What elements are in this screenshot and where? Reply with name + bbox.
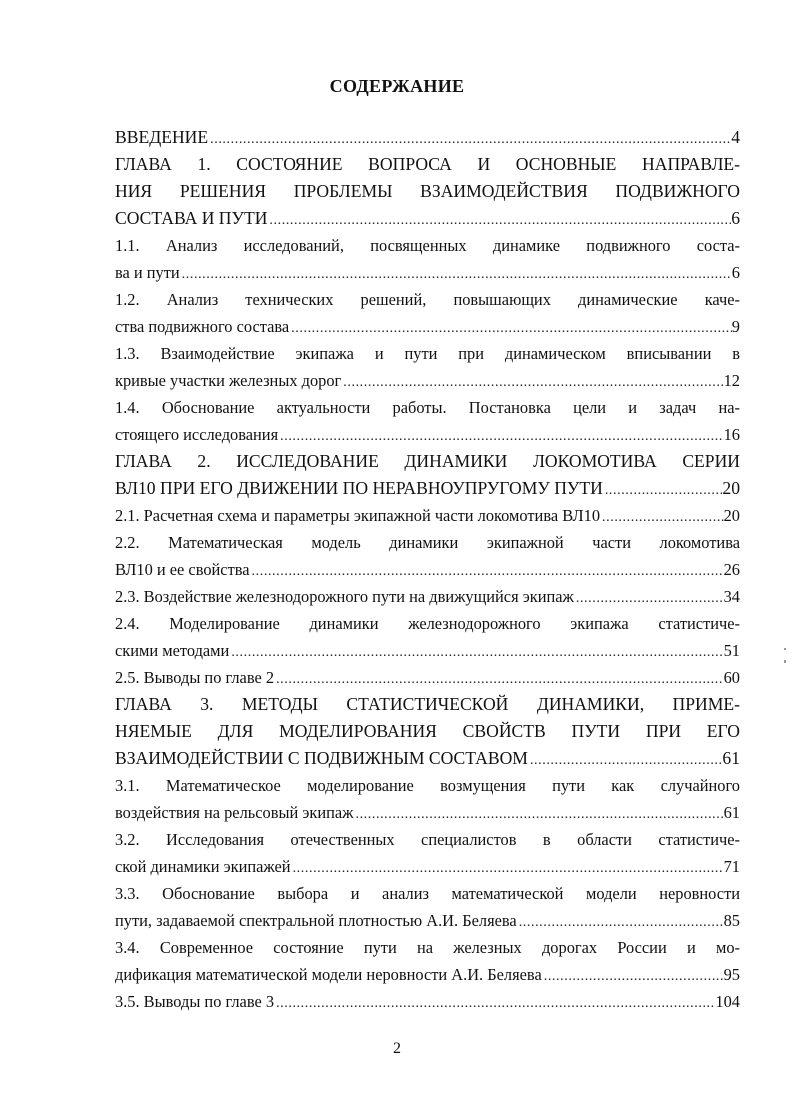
toc-section-entry	[115, 502, 740, 529]
dot-leader	[274, 664, 724, 693]
dot-leader	[229, 637, 723, 666]
toc-entry-leader-line	[115, 475, 740, 502]
toc-entry-line: 1.1. Анализ исследований, посвященных динамике подвижного соста-	[115, 236, 740, 255]
toc-entry-title: скими методами	[115, 641, 230, 660]
toc-entry-title: воздействия на рельсовый экипаж	[115, 803, 354, 822]
toc-heading: СОДЕРЖАНИЕ	[329, 76, 465, 96]
toc-entry-leader-line	[115, 799, 740, 826]
toc-entry-line: 1.3. Взаимодействие экипажа и пути при динамическом вписывании в	[115, 344, 740, 363]
toc-entry-page: 71	[723, 857, 740, 876]
toc-entry-leader-line	[115, 745, 740, 772]
toc-entry-page: 85	[723, 911, 740, 930]
toc-entry-leader-line	[115, 313, 740, 340]
toc-entry-line: ГЛАВА 3. МЕТОДЫ СТАТИСТИЧЕСКОЙ ДИНАМИКИ, ПРИМЕ-	[115, 694, 740, 714]
toc-entry-title: СОСТАВА И ПУТИ	[115, 208, 268, 228]
table-of-contents	[115, 124, 740, 1015]
toc-entry-page: 12	[723, 371, 740, 390]
toc-entry-leader-line	[115, 124, 740, 151]
toc-entry-page: 61	[722, 748, 740, 768]
toc-entry-line: 3.3. Обоснование выбора и анализ математической модели неровности	[115, 884, 740, 903]
toc-entry-title: кривые участки железных дорог	[115, 371, 342, 390]
toc-entry-page: 61	[723, 803, 740, 822]
toc-entry-line: 3.4. Современное состояние пути на железных дорогах России и мо-	[115, 938, 740, 957]
dot-leader	[274, 988, 715, 1017]
toc-entry-leader-line	[115, 205, 740, 232]
toc-entry-leader-line	[115, 502, 740, 529]
toc-entry-page: 104	[715, 992, 740, 1011]
toc-entry-title: 2.1. Расчетная схема и параметры экипажной части локомотива ВЛ10	[115, 506, 601, 525]
dot-leader	[600, 502, 724, 531]
toc-entry-title: стоящего исследования	[115, 425, 279, 444]
dot-leader	[291, 853, 724, 882]
toc-section-entry	[115, 664, 740, 691]
page-number: 2	[393, 1040, 401, 1057]
toc-entry-page: 60	[723, 668, 740, 687]
toc-section-entry	[115, 232, 740, 286]
dot-leader	[278, 421, 723, 450]
toc-entry-line: НИЯ РЕШЕНИЯ ПРОБЛЕМЫ ВЗАИМОДЕЙСТВИЯ ПОДВИЖНОГО	[115, 181, 740, 201]
toc-entry-leader-line	[115, 907, 740, 934]
toc-entry-line: ГЛАВА 1. СОСТОЯНИЕ ВОПРОСА И ОСНОВНЫЕ НАПРАВЛЕ-	[115, 154, 740, 174]
toc-section-entry	[115, 286, 740, 340]
toc-chapter-entry	[115, 448, 740, 502]
toc-section-entry	[115, 610, 740, 664]
toc-entry-title: пути, задаваемой спектральной плотностью А.И. Беляева	[115, 911, 517, 930]
toc-entry-line: ГЛАВА 2. ИССЛЕДОВАНИЕ ДИНАМИКИ ЛОКОМОТИВА СЕРИИ	[115, 451, 740, 471]
toc-entry-page: 51	[723, 641, 740, 660]
toc-chapter-entry	[115, 124, 740, 151]
toc-entry-title: ВВЕДЕНИЕ	[115, 127, 209, 147]
toc-entry-title: ва и пути	[115, 263, 180, 282]
dot-leader	[267, 205, 731, 234]
toc-entry-line: НЯЕМЫЕ ДЛЯ МОДЕЛИРОВАНИЯ СВОЙСТВ ПУТИ ПРИ ЕГО	[115, 721, 740, 741]
toc-entry-title: ской динамики экипажей	[115, 857, 291, 876]
dot-leader	[574, 583, 724, 612]
toc-entry-line: 2.4. Моделирование динамики железнодорожного экипажа статистиче-	[115, 614, 740, 633]
toc-section-entry	[115, 394, 740, 448]
toc-section-entry	[115, 340, 740, 394]
toc-section-entry	[115, 934, 740, 988]
toc-entry-line: 1.4. Обоснование актуальности работы. Постановка цели и задач на-	[115, 398, 740, 417]
toc-entry-page: 95	[723, 965, 740, 984]
toc-entry-line: 2.2. Математическая модель динамики экипажной части локомотива	[115, 533, 740, 552]
toc-entry-leader-line	[115, 637, 740, 664]
toc-entry-leader-line	[115, 988, 740, 1015]
toc-entry-page: 4	[731, 127, 740, 147]
toc-entry-leader-line	[115, 664, 740, 691]
toc-entry-leader-line	[115, 259, 740, 286]
dot-leader	[603, 475, 723, 504]
dot-leader	[542, 961, 724, 990]
toc-entry-page: 20	[723, 506, 740, 525]
toc-entry-page: 34	[723, 587, 740, 606]
dot-leader	[250, 556, 724, 585]
toc-section-entry	[115, 988, 740, 1015]
scan-speck	[784, 660, 786, 663]
dot-leader	[180, 259, 732, 288]
toc-entry-page: 6	[731, 208, 740, 228]
toc-section-entry	[115, 826, 740, 880]
toc-entry-leader-line	[115, 421, 740, 448]
dot-leader	[517, 907, 724, 936]
dot-leader	[289, 313, 732, 342]
toc-entry-leader-line	[115, 556, 740, 583]
dot-leader	[353, 799, 723, 828]
toc-entry-title: дификация математической модели неровности А.И. Беляева	[115, 965, 542, 984]
scan-speck	[784, 648, 786, 650]
toc-entry-title: ВЛ10 и ее свойства	[115, 560, 250, 579]
toc-chapter-entry	[115, 151, 740, 232]
toc-chapter-entry	[115, 691, 740, 772]
toc-entry-page: 6	[731, 263, 740, 282]
toc-entry-page: 20	[722, 478, 740, 498]
toc-entry-line: 3.1. Математическое моделирование возмущения пути как случайного	[115, 776, 740, 795]
toc-entry-page: 26	[723, 560, 740, 579]
toc-entry-title: 2.5. Выводы по главе 2	[115, 668, 275, 687]
dot-leader	[341, 367, 723, 396]
dot-leader	[208, 124, 731, 153]
toc-entry-leader-line	[115, 583, 740, 610]
toc-entry-line: 1.2. Анализ технических решений, повышающих динамические каче-	[115, 290, 740, 309]
toc-entry-leader-line	[115, 961, 740, 988]
toc-entry-page: 9	[731, 317, 740, 336]
toc-entry-title: 2.3. Воздействие железнодорожного пути на движущийся экипаж	[115, 587, 574, 606]
toc-section-entry	[115, 772, 740, 826]
toc-entry-line: 3.2. Исследования отечественных специалистов в области статистиче-	[115, 830, 740, 849]
toc-entry-title: ства подвижного состава	[115, 317, 290, 336]
toc-section-entry	[115, 529, 740, 583]
toc-entry-title: ВЗАИМОДЕЙСТВИИ С ПОДВИЖНЫМ СОСТАВОМ	[115, 748, 528, 768]
dot-leader	[528, 745, 722, 774]
toc-section-entry	[115, 880, 740, 934]
toc-section-entry	[115, 583, 740, 610]
toc-entry-leader-line	[115, 367, 740, 394]
toc-entry-leader-line	[115, 853, 740, 880]
toc-entry-title: 3.5. Выводы по главе 3	[115, 992, 275, 1011]
toc-entry-page: 16	[723, 425, 740, 444]
toc-entry-title: ВЛ10 ПРИ ЕГО ДВИЖЕНИИ ПО НЕРАВНОУПРУГОМУ ПУТИ	[115, 478, 603, 498]
